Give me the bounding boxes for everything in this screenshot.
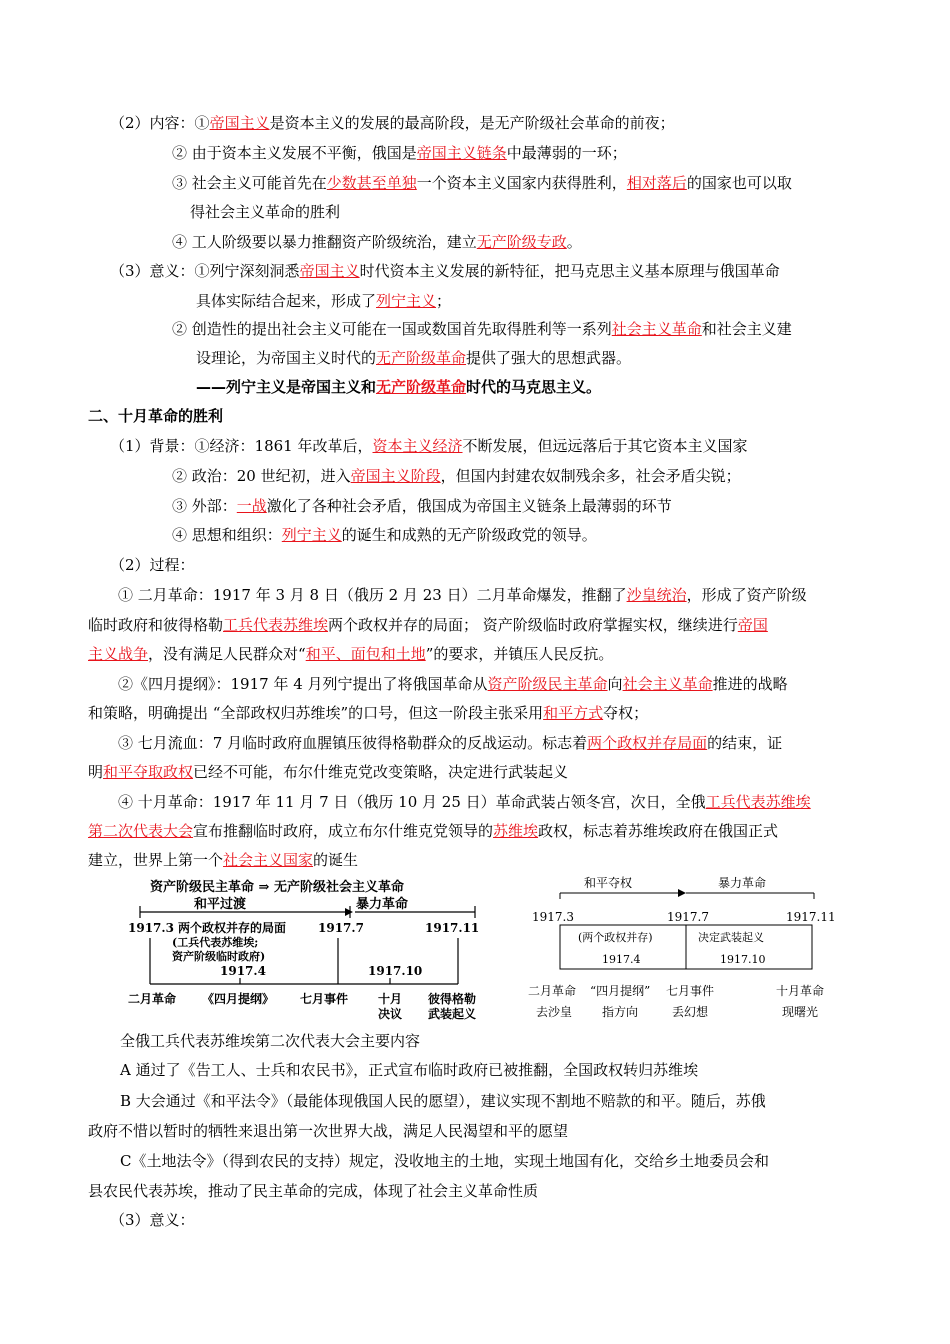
tl-right-d1: 1917.3 [532, 910, 574, 924]
tl-right-s4: 现曙光 [782, 1005, 819, 1019]
tl-left-e4a: 十月 [378, 992, 403, 1006]
background-label: （1）背景： [110, 437, 195, 455]
content-label: （2）内容： [110, 114, 195, 132]
highlight: 帝国主义阶段 [350, 467, 441, 485]
process-p4-line1: ④ 十月革命：1917 年 11 月 7 日（俄历 10 月 25 日）革命武装占领冬宫，次日，全俄工兵代表苏维埃 [118, 793, 811, 811]
highlight: 帝国主义链条 [416, 144, 507, 162]
process-p2-line2: 和策略，明确提出 “全部政权归苏维埃”的口号，但这一阶段主张采用和平方式夺权； [88, 704, 649, 722]
highlight: 和平方式 [543, 704, 604, 722]
content-item-4: ④ 工人阶级要以暴力推翻资产阶级统治，建立无产阶级专政。 [172, 233, 582, 251]
highlight: 社会主义革命 [611, 320, 702, 338]
significance-item-2-cont: 设理论，为帝国主义时代的无产阶级革命提供了强大的思想武器。 [196, 349, 632, 367]
tl-right-s1: 去沙皇 [536, 1005, 573, 1019]
tl-left-e2: 《四月提纲》 [202, 992, 275, 1006]
tl-right-e1: 二月革命 [528, 984, 577, 998]
highlight: 工兵代表苏维埃 [223, 616, 329, 634]
content-item-2: ② 由于资本主义发展不平衡，俄国是帝国主义链条中最薄弱的一环； [172, 144, 627, 162]
congress-item-b-cont: 政府不惜以暂时的牺牲来退出第一次世界大战，满足人民渴望和平的愿望 [88, 1122, 569, 1140]
tl-left-e1: 二月革命 [128, 992, 177, 1006]
conclusion: ——列宁主义是帝国主义和无产阶级革命时代的马克思主义。 [196, 378, 602, 396]
tl-right-d3: 1917.11 [786, 910, 836, 924]
section-heading: 二、十月革命的胜利 [88, 407, 224, 425]
timeline-diagram-right [522, 873, 842, 1023]
tl-right-phase1: 和平夺权 [584, 876, 633, 890]
tl-left-e5a: 彼得格勒 [428, 992, 477, 1006]
tl-right-d2: 1917.7 [667, 910, 709, 924]
highlight: 社会主义国家 [223, 851, 314, 869]
tl-right-e2: “四月提纲” [590, 984, 651, 998]
timeline-diagram-left [120, 876, 492, 1021]
highlight: 相对落后 [626, 174, 687, 192]
congress-item-a: A 通过了《告工人、士兵和农民书》，正式宣布临时政府已被推翻，全国政权转归苏维埃 [120, 1061, 699, 1079]
significance-item-2: ② 创造性的提出社会主义可能在一国或数国首先取得胜利等一系列社会主义革命和社会主义建 [172, 320, 792, 338]
tl-left-phase1: 和平过渡 [194, 897, 247, 912]
process-p1-line3: 主义战争，没有满足人民群众对“和平、面包和土地”的要求，并镇压人民反抗。 [88, 645, 614, 663]
content-item-3-cont: 得社会主义革命的胜利 [190, 203, 341, 221]
highlight: 社会主义革命 [622, 675, 713, 693]
highlight: 列宁主义 [376, 292, 437, 310]
content-item-3: ③ 社会主义可能首先在少数甚至单独一个资本主义国家内获得胜利，相对落后的国家也可以取 [172, 174, 792, 192]
background-item-1: （1）背景：①经济：1861 年改革后，资本主义经济不断发展，但远远落后于其它资本主义国家 [110, 437, 748, 455]
process-p2-line1: ②《四月提纲》：1917 年 4 月列宁提出了将俄国革命从资产阶级民主革命向社会主义革命推进的战略 [118, 675, 788, 693]
process-p3-line1: ③ 七月流血：7 月临时政府血腥镇压彼得格勒群众的反战运动。标志着两个政权并存局面的结束，证 [118, 734, 783, 752]
highlight: 工兵代表苏维埃 [705, 793, 811, 811]
highlight: 无产阶级专政 [476, 233, 567, 251]
tl-right-e3: 七月事件 [666, 984, 715, 998]
highlight: 两个政权并存局面 [587, 734, 708, 752]
background-item-3: ③ 外部：一战激化了各种社会矛盾，俄国成为帝国主义链条上最薄弱的环节 [172, 497, 672, 515]
tl-left-d2: 1917.7 [318, 921, 364, 935]
congress-item-c: C《土地法令》（得到农民的支持）规定，没收地主的土地，实现土地国有化，交给乡土地委员会和 [120, 1152, 769, 1170]
highlight: 列宁主义 [281, 526, 342, 544]
october-significance-label: （3）意义： [110, 1211, 195, 1229]
highlight: 无产阶级革命 [376, 378, 467, 396]
tl-left-d3: 1917.11 [425, 921, 480, 935]
tl-right-s3: 丢幻想 [672, 1005, 709, 1019]
tl-right-s2: 指方向 [602, 1005, 639, 1019]
process-p4-line3: 建立，世界上第一个社会主义国家的诞生 [88, 851, 359, 869]
diagram-bg [522, 873, 842, 1023]
highlight: 苏维埃 [493, 822, 539, 840]
tl-right-e4: 十月革命 [776, 984, 825, 998]
tl-left-e5b: 武装起义 [428, 1007, 477, 1021]
tl-left-d5: 1917.10 [368, 964, 423, 978]
highlight: 无产阶级革命 [376, 349, 467, 367]
highlight: 帝国 [737, 616, 768, 634]
tl-right-d4: 1917.4 [602, 953, 641, 966]
highlight: 帝国主义 [209, 114, 270, 132]
tl-left-p1: 两个政权并存的局面 [178, 921, 287, 935]
tl-left-e3: 七月事件 [300, 992, 349, 1006]
tl-right-p1: (两个政权并存) [578, 931, 653, 944]
congress-item-b: B 大会通过《和平法令》（最能体现俄国人民的愿望），建议实现不割地不赔款的和平。随后，苏俄 [120, 1092, 766, 1110]
highlight: 少数甚至单独 [326, 174, 417, 192]
background-item-2: ② 政治：20 世纪初，进入帝国主义阶段，但国内封建农奴制残余多，社会矛盾尖锐； [172, 467, 741, 485]
tl-left-e4b: 决议 [378, 1007, 403, 1021]
highlight: 和平夺取政权 [103, 763, 194, 781]
congress-title: 全俄工兵代表苏维埃第二次代表大会主要内容 [120, 1032, 421, 1050]
significance-label: （3）意义： [110, 262, 195, 280]
tl-left-top: 资产阶级民主革命 ⇒ 无产阶级社会主义革命 [150, 880, 404, 895]
process-p1-line2: 临时政府和彼得格勒工兵代表苏维埃两个政权并存的局面； 资产阶级临时政府掌握实权，继续进行帝国 [88, 616, 768, 634]
highlight: 帝国主义 [299, 262, 360, 280]
highlight: 一战 [236, 497, 267, 515]
process-p1-line1: ① 二月革命：1917 年 3 月 8 日（俄历 2 月 23 日）二月革命爆发，推翻了沙皇统治，形成了资产阶级 [118, 586, 807, 604]
highlight: 主义战争 [88, 645, 149, 663]
tl-right-p2: 决定武装起义 [698, 931, 764, 944]
background-item-4: ④ 思想和组织：列宁主义的诞生和成熟的无产阶级政党的领导。 [172, 526, 597, 544]
highlight: 第二次代表大会 [88, 822, 194, 840]
highlight: 资本主义经济 [372, 437, 463, 455]
tl-right-d5: 1917.10 [720, 953, 766, 966]
tl-left-sub2: 资产阶级临时政府) [172, 950, 266, 963]
highlight: 沙皇统治 [626, 586, 687, 604]
significance-item-1: （3）意义：①列宁深刻洞悉帝国主义时代资本主义发展的新特征，把马克思主义基本原理与俄国革命 [110, 262, 780, 280]
process-p3-line2: 明和平夺取政权已经不可能，布尔什维克党改变策略，决定进行武装起义 [88, 763, 569, 781]
highlight: 资产阶级民主革命 [487, 675, 608, 693]
content-item-1: （2）内容：①帝国主义是资本主义的发展的最高阶段，是无产阶级社会革命的前夜； [110, 114, 675, 132]
tl-left-phase2: 暴力革命 [356, 897, 409, 912]
tl-left-d1: 1917.3 [128, 921, 174, 935]
tl-left-d4: 1917.4 [220, 964, 266, 978]
significance-item-1-cont: 具体实际结合起来，形成了列宁主义； [196, 292, 452, 310]
process-label: （2）过程： [110, 556, 195, 574]
congress-item-c-cont: 县农民代表苏埃，推动了民主革命的完成，体现了社会主义革命性质 [88, 1182, 539, 1200]
tl-right-phase2: 暴力革命 [718, 876, 767, 890]
process-p4-line2: 第二次代表大会宣布推翻临时政府，成立布尔什维克党领导的苏维埃政权，标志着苏维埃政府在俄国正式 [88, 822, 779, 840]
highlight: 和平、面包和土地 [305, 645, 426, 663]
tl-left-sub1: (工兵代表苏维埃; [172, 936, 259, 949]
